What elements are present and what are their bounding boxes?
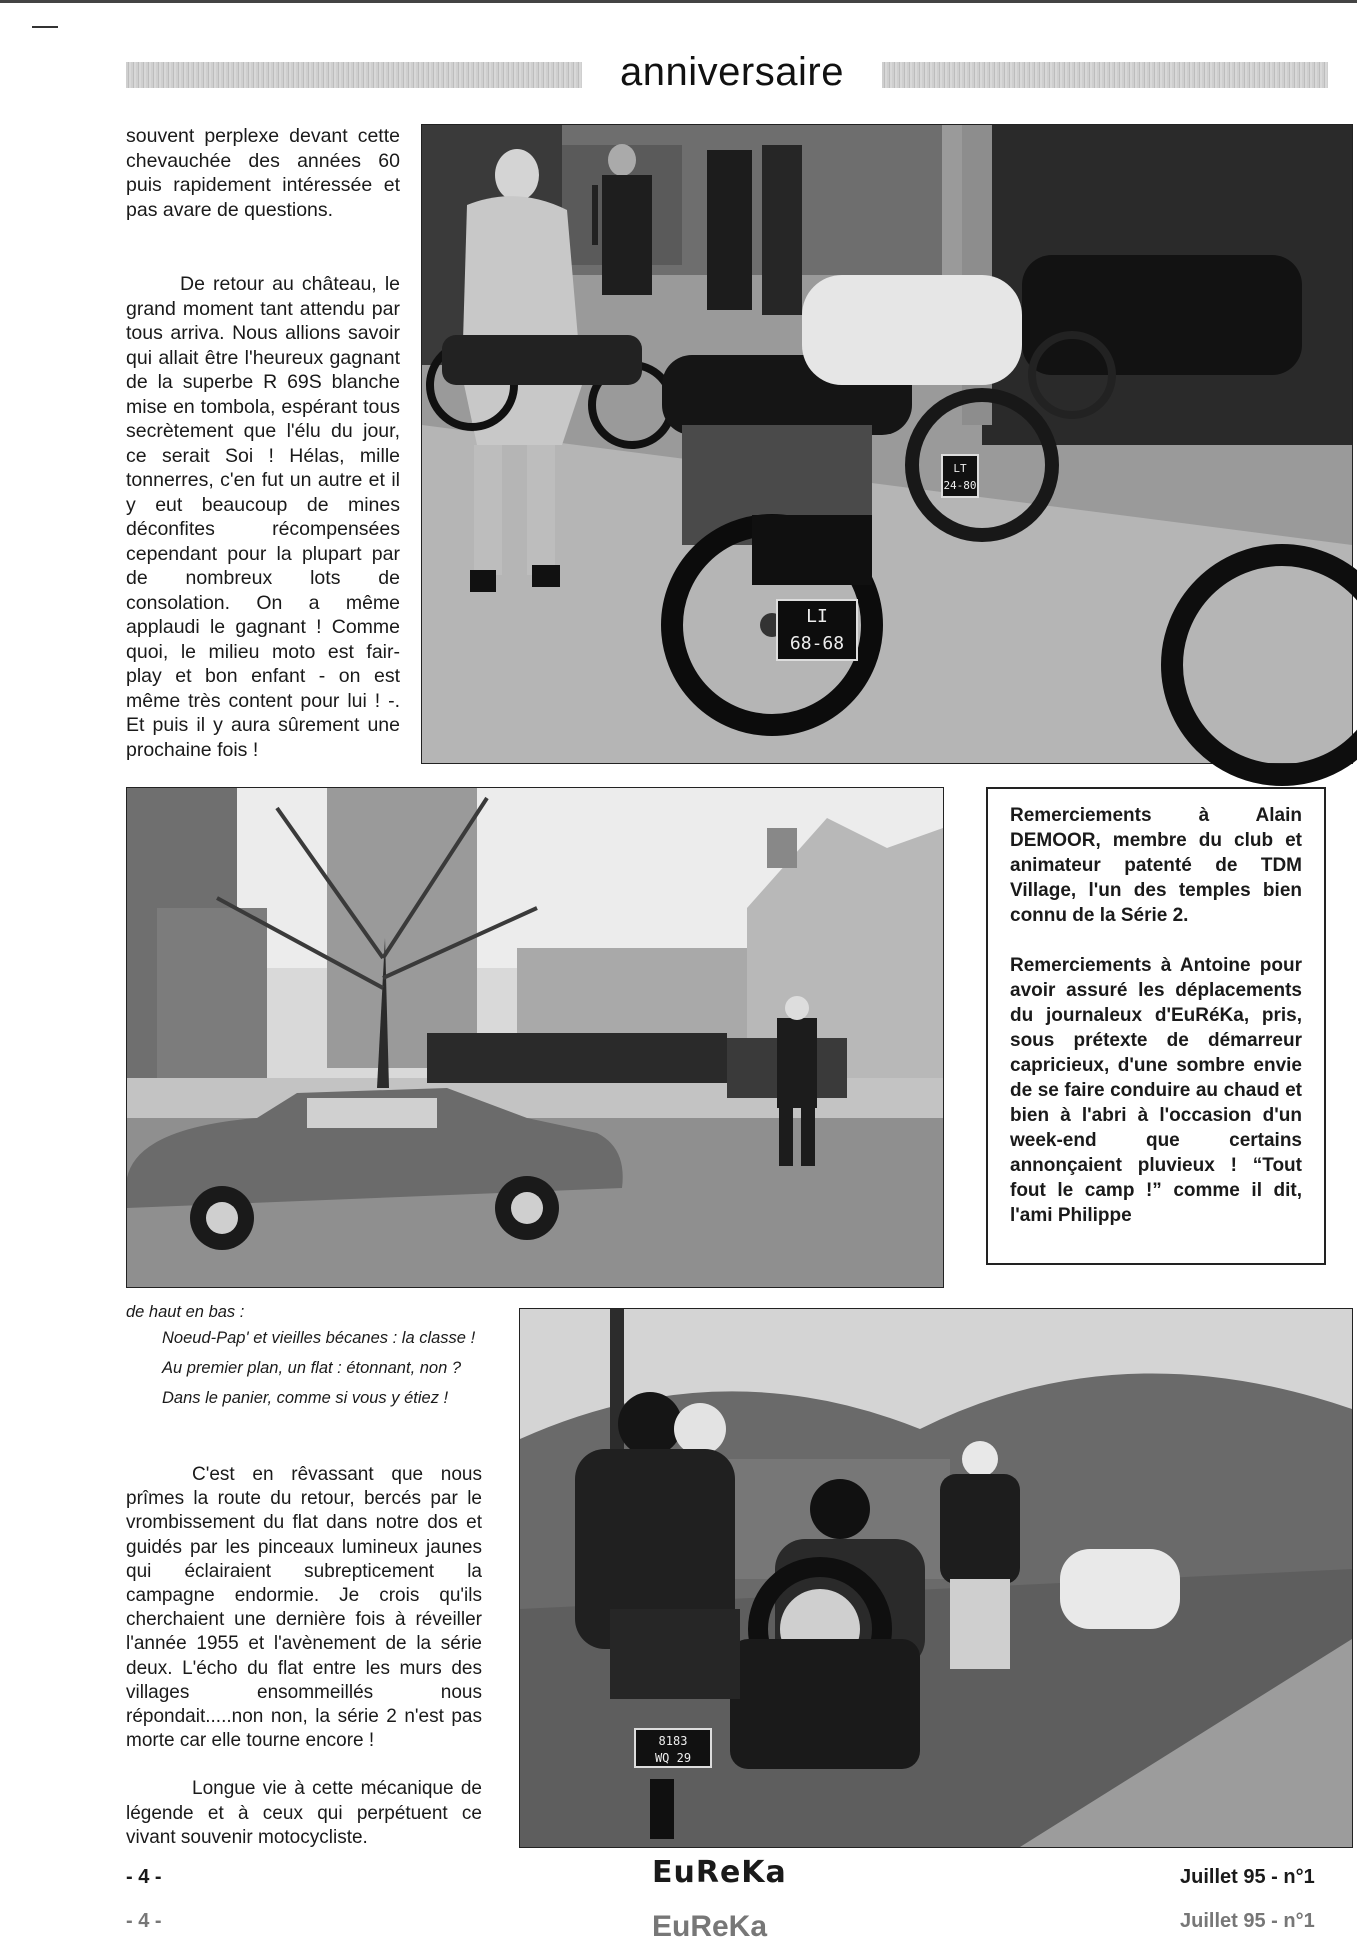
header-hatch-right — [882, 62, 1328, 88]
photo-square-drawing — [127, 788, 943, 1287]
thanks-box — [986, 787, 1326, 1265]
left-para-2: De retour au château, le grand moment tant attendu par tous arriva. Nous allions savoir qui allait être l'heureux gagnant de la superbe R 69S blanche mise en tombola, espérant tous secrètement que l'élu du jour, ce serait Soi ! Hélas, mille tonnerres, c'en fut un autre et il y eut beaucoup de mines déconfites récompensées cependant pour la plupart par de nombreux lots de consolation. On a même applaudi le gagnant ! Comme quoi, le milieu moto est fair-play et bon enfant - on est même très content pour lui ! -. Et puis il y aura sûrement une prochaine fois ! — [126, 273, 400, 761]
thanks-para-1: Remerciements à Alain DEMOOR, membre du club et animateur patenté de TDM Village, l'un des temples bien connu de la Série 2. — [1010, 805, 1302, 926]
corner-dash — [32, 26, 58, 28]
bleed-issue: Juillet 95 - n°1 — [1180, 1910, 1315, 1932]
photo-village-square-car — [126, 787, 944, 1288]
bottom-column — [126, 1463, 482, 1850]
caption-line-2: Au premier plan, un flat : étonnant, non ? — [162, 1359, 462, 1377]
top-rule — [0, 0, 1357, 3]
sidecar-plate-line2: WQ 29 — [654, 1751, 692, 1765]
photo-motorcycles-courtyard — [421, 124, 1353, 764]
bottom-para-2: Longue vie à cette mécanique de légende et à ceux qui perpétuent ce vivant souvenir motocycliste. — [126, 1778, 482, 1848]
photo-sidecars-road — [519, 1308, 1353, 1848]
photo-sidecars-drawing — [520, 1309, 1352, 1847]
caption-line-1: Noeud-Pap' et vieilles bécanes : la classe ! — [162, 1329, 476, 1347]
plate-left-line1: LI — [806, 606, 828, 627]
section-title: anniversaire — [620, 50, 844, 94]
caption-intro: de haut en bas : — [126, 1303, 245, 1321]
photo-caption — [126, 1301, 506, 1413]
brand-logo: EuReKa — [652, 1855, 787, 1890]
sidecar-plate-line1: 8183 — [658, 1734, 688, 1748]
issue-label: Juillet 95 - n°1 — [1180, 1866, 1315, 1888]
bleed-page-number: - 4 - — [126, 1910, 162, 1932]
bottom-para-1: C'est en rêvassant que nous prîmes la route du retour, bercés par le vrombissement du flat dans notre dos et guidés par les pinceaux lumineux jaunes qui éclairaient subrepticement la campagne endormie. Je crois qu'ils cherchaient une dernière fois à réveiller l'année 1955 et l'avènement de la série deux. L'écho du flat entre les murs des villages ensommeillés nous répondait.....non non, la série 2 n'est pas morte car elle tourne encore ! — [126, 1464, 482, 1752]
bleed-brand: EuReKa — [652, 1910, 768, 1943]
plate-left-line2: 68-68 — [789, 633, 845, 654]
left-column — [126, 124, 400, 762]
header-hatch-left — [126, 62, 582, 88]
photo-motorcycles-drawing — [422, 125, 1352, 763]
plate-right-line2: 24-80 — [943, 479, 977, 492]
caption-line-3: Dans le panier, comme si vous y étiez ! — [162, 1389, 449, 1407]
thanks-para-2: Remerciements à Antoine pour avoir assuré les déplacements du journaleux d'EuRéKa, pris, sous prétexte de démarreur capricieux, d'une sombre envie de se faire conduire au chaud et bien à l'abri à l'occasion d'un week-end que certains annonçaient pluvieux ! “Tout fout le camp !” comme il dit, l'ami Philippe — [1010, 955, 1302, 1226]
left-para-1: souvent perplexe devant cette chevauchée des années 60 puis rapidement intéressée et pas avare de questions. — [126, 125, 400, 221]
page-number: - 4 - — [126, 1866, 162, 1888]
plate-right-line1: LT — [953, 462, 967, 475]
